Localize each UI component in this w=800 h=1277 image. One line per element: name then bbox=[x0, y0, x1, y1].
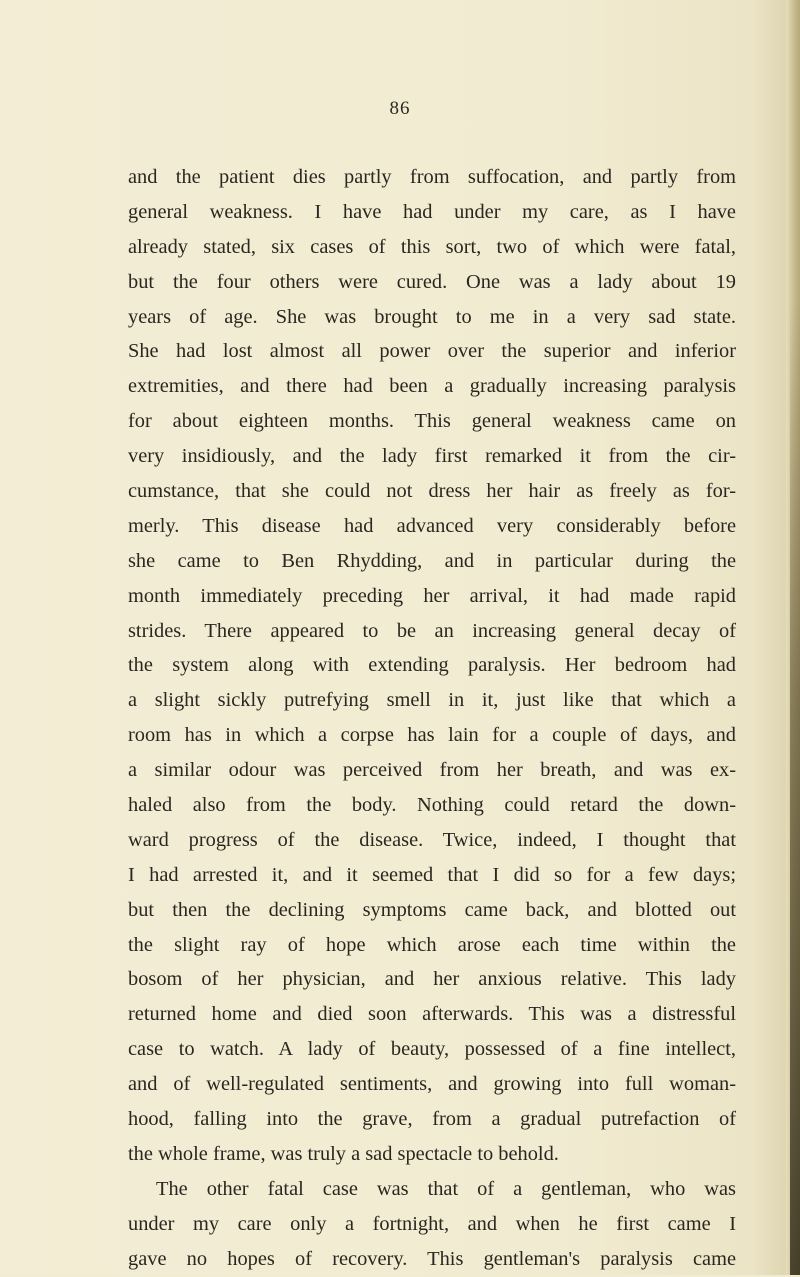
text-line: extremities, and there had been a gradually increasing paralysis bbox=[128, 375, 736, 398]
text-line: a similar odour was perceived from her breath, and was ex- bbox=[128, 759, 736, 782]
text-line: bosom of her physician, and her anxious relative. This lady bbox=[128, 968, 736, 991]
text-line: room has in which a corpse has lain for a couple of days, and bbox=[128, 724, 736, 747]
text-line: strides. There appeared to be an increasing general decay of bbox=[128, 619, 736, 642]
text-line: but then the declining symptoms came back, and blotted out bbox=[128, 898, 736, 921]
text-line: She had lost almost all power over the superior and inferior bbox=[128, 340, 736, 363]
text-line: she came to Ben Rhydding, and in particular during the bbox=[128, 549, 736, 572]
text-line: general weakness. I have had under my care, as I have bbox=[128, 200, 736, 223]
text-line: case to watch. A lady of beauty, possessed of a fine intellect, bbox=[128, 1038, 736, 1061]
text-line: the system along with extending paralysis. Her bedroom had bbox=[128, 654, 736, 677]
text-line: I had arrested it, and it seemed that I did so for a few days; bbox=[128, 863, 736, 886]
page-number: 86 bbox=[389, 98, 411, 119]
text-line: the whole frame, was truly a sad spectacle to behold. bbox=[128, 1142, 559, 1165]
text-line: returned home and died soon afterwards. This was a distressful bbox=[128, 1003, 736, 1026]
text-line: ward progress of the disease. Twice, indeed, I thought that bbox=[128, 828, 736, 851]
text-line: The other fatal case was that of a gentleman, who was bbox=[156, 1177, 736, 1200]
text-line: cumstance, that she could not dress her hair as freely as for- bbox=[128, 480, 736, 503]
text-line: and of well-regulated sentiments, and growing into full woman- bbox=[128, 1073, 736, 1096]
text-line: for about eighteen months. This general weakness came on bbox=[128, 410, 736, 433]
text-line: very insidiously, and the lady first remarked it from the cir- bbox=[128, 445, 736, 468]
text-line: month immediately preceding her arrival, it had made rapid bbox=[128, 584, 736, 607]
page-edge-shadow bbox=[790, 300, 800, 1275]
text-line: under my care only a fortnight, and when he first came I bbox=[128, 1212, 736, 1235]
text-line: but the four others were cured. One was a lady about 19 bbox=[128, 270, 736, 293]
text-line: hood, falling into the grave, from a gradual putrefaction of bbox=[128, 1108, 736, 1131]
text-line: gave no hopes of recovery. This gentleman's paralysis came bbox=[128, 1247, 736, 1270]
text-line: and the patient dies partly from suffocation, and partly from bbox=[128, 166, 736, 188]
text-line: years of age. She was brought to me in a very sad state. bbox=[128, 305, 736, 328]
text-line: merly. This disease had advanced very considerably before bbox=[128, 514, 736, 537]
text-line: the slight ray of hope which arose each time within the bbox=[128, 933, 736, 956]
text-line: already stated, six cases of this sort, two of which were fatal, bbox=[128, 235, 736, 258]
text-line: haled also from the body. Nothing could retard the down- bbox=[128, 794, 736, 817]
text-line: a slight sickly putrefying smell in it, just like that which a bbox=[128, 689, 736, 712]
body-text bbox=[128, 160, 736, 1277]
